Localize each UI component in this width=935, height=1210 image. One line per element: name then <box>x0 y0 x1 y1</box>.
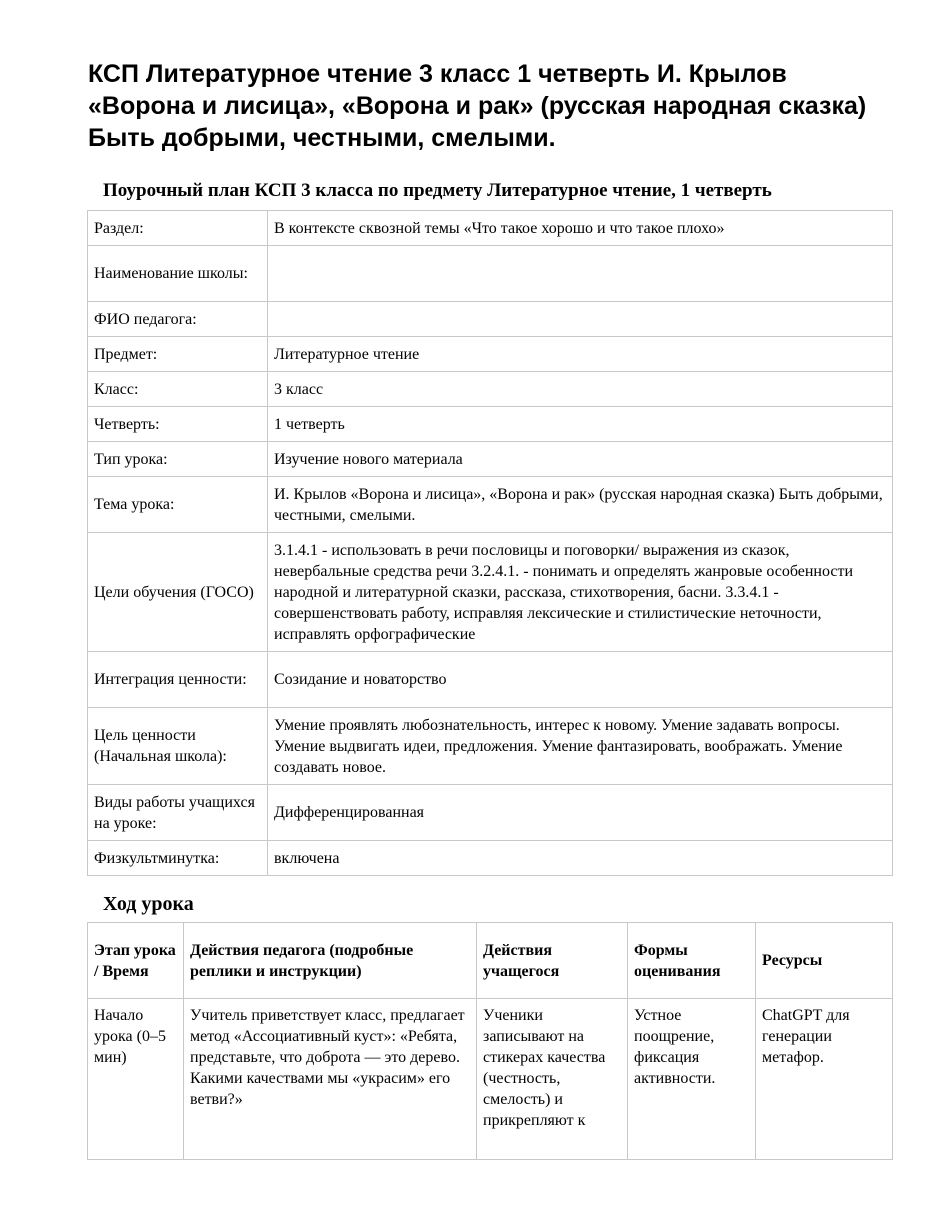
row-label: Тема урока: <box>88 477 268 533</box>
row-value: 3.1.4.1 - использовать в речи пословицы и поговорки/ выражения из сказок, невербальные средства речи 3.2.4.1. - понимать и определять жанровые особенности народной и литературной сказки, рассказа, стихотворения, басни. 3.3.4.1 - совершенствовать работу, исправляя лексические и стилистические неточности, исправлять орфографические <box>268 533 893 652</box>
row-label: Виды работы учащихся на уроке: <box>88 785 268 841</box>
table-row <box>88 652 893 708</box>
row-value: И. Крылов «Ворона и лисица», «Ворона и рак» (русская народная сказка) Быть добрыми, честными, смелыми. <box>268 477 893 533</box>
row-value: В контексте сквозной темы «Что такое хорошо и что такое плохо» <box>268 211 893 246</box>
row-label: Класс: <box>88 372 268 407</box>
row-label: Физкультминутка: <box>88 841 268 876</box>
table-row <box>88 246 893 302</box>
row-value: 3 класс <box>268 372 893 407</box>
row-label: Интеграция ценности: <box>88 652 268 708</box>
lesson-flow-heading: Ход урока <box>103 893 194 915</box>
table-row <box>88 477 893 533</box>
table-row <box>88 533 893 652</box>
table-row <box>88 841 893 876</box>
row-label: Наименование школы: <box>88 246 268 302</box>
row-value: Созидание и новаторство <box>268 652 893 708</box>
column-header-teacher: Действия педагога (подробные реплики и инструкции) <box>184 923 477 999</box>
table-row <box>88 785 893 841</box>
table-row <box>88 999 893 1160</box>
table-row <box>88 337 893 372</box>
row-label: Цель ценности (Начальная школа): <box>88 708 268 785</box>
row-label: Цели обучения (ГОСО) <box>88 533 268 652</box>
column-header-resources: Ресурсы <box>756 923 893 999</box>
lesson-flow-table <box>87 922 893 1160</box>
row-value: включена <box>268 841 893 876</box>
row-label: Четверть: <box>88 407 268 442</box>
row-value <box>268 302 893 337</box>
table-row <box>88 211 893 246</box>
row-value <box>268 246 893 302</box>
row-label: ФИО педагога: <box>88 302 268 337</box>
table-row <box>88 372 893 407</box>
table-row <box>88 302 893 337</box>
table-header-row <box>88 923 893 999</box>
document-title: КСП Литературное чтение 3 класс 1 четверть И. Крылов «Ворона и лисица», «Ворона и рак» (русская народная сказка) Быть добрыми, честными, смелыми. <box>88 60 867 152</box>
row-label: Тип урока: <box>88 442 268 477</box>
teacher-actions-cell: Учитель приветствует класс, предлагает метод «Ассоциативный куст»: «Ребята, представьте, что доброта — это дерево. Какими качествами мы «украсим» его ветви?» <box>184 999 477 1160</box>
row-label: Раздел: <box>88 211 268 246</box>
row-value: Изучение нового материала <box>268 442 893 477</box>
row-value: Умение проявлять любознательность, интерес к новому. Умение задавать вопросы. Умение выдвигать идеи, предложения. Умение фантазировать, воображать. Умение создавать новое. <box>268 708 893 785</box>
table-row <box>88 708 893 785</box>
table-row <box>88 407 893 442</box>
lesson-info-table <box>87 210 893 876</box>
stage-cell: Начало урока (0–5 мин) <box>88 999 184 1160</box>
column-header-assessment: Формы оценивания <box>628 923 756 999</box>
column-header-student: Действия учащегося <box>477 923 628 999</box>
student-actions-cell: Ученики записывают на стикерах качества (честность, смелость) и прикрепляют к <box>477 999 628 1160</box>
row-value: Литературное чтение <box>268 337 893 372</box>
assessment-cell: Устное поощрение, фиксация активности. <box>628 999 756 1160</box>
row-value: 1 четверть <box>268 407 893 442</box>
table-row <box>88 442 893 477</box>
row-label: Предмет: <box>88 337 268 372</box>
resources-cell: ChatGPT для генерации метафор. <box>756 999 893 1160</box>
column-header-stage: Этап урока / Время <box>88 923 184 999</box>
row-value: Дифференцированная <box>268 785 893 841</box>
plan-heading: Поурочный план КСП 3 класса по предмету Литературное чтение, 1 четверть <box>103 180 772 201</box>
